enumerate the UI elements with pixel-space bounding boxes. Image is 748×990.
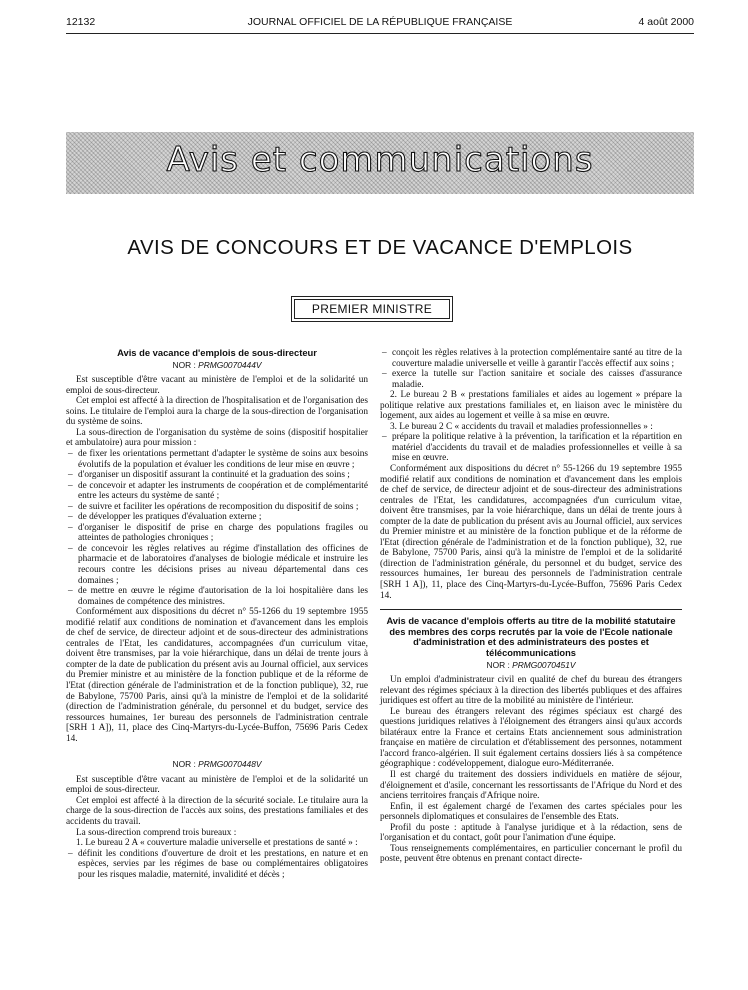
paragraph: Tous renseignements complémentaires, en particulier concernant le profil du poste, peuvent être obtenus en prenant contact directe- xyxy=(380,843,682,865)
paragraph: 1. Le bureau 2 A « couverture maladie universelle et prestations de santé » : xyxy=(76,838,358,849)
ministry-label: PREMIER MINISTRE xyxy=(311,302,433,316)
nor-reference: NOR : PRMG0070444V xyxy=(172,359,262,370)
paragraph: La sous-direction de l'organisation du système de soins (dispositif hospitalier et ambulatoire) aura pour mission : xyxy=(66,427,368,449)
list-item: – de concevoir les règles relatives au régime d'installation des officines de pharmacie et de laboratoires d'analyses de biologie médicale et instruire les recours contre les décisions prises au niveau départemental dans ces domaines ; xyxy=(66,544,368,586)
bureau-list xyxy=(380,432,682,464)
nor-reference: NOR : PRMG0070451V xyxy=(486,659,576,670)
section-rule xyxy=(380,609,682,610)
paragraph: Enfin, il est également chargé de l'examen des cartes spéciales pour les personnels diplomatiques et consulaires de l'ensemble des Etats. xyxy=(380,801,682,823)
paragraph: Conformément aux dispositions du décret n° 55-1266 du 19 septembre 1955 modifié relatif aux conditions de nomination et d'avancement dans les emplois de chef de service, de directeur adjoint et de sous-directeur des administrations centrales de l'Etat, les candidatures, accompagnées d'un curriculum vitae, doivent être transmises, par la voie hiérarchique, dans un délai de trente jours à compter de la date de publication du présent avis au Journal officiel, aux services du Premier ministre et au ministère de la fonction publique et de la réforme de l'Etat (direction générale de l'administration et de la fonction publique), 32, rue de Babylone, 75700 Paris, ainsi qu'à la ministre de l'emploi et de la solidarité (direction de l'administration générale, du personnel et du budget, service des ressources humaines, 1er bureau des personnels de l'administration centrale [SRH 1 A]), 11, place des Cinq-Martyrs-du-Lycée-Buffon, 75696 Paris Cedex 14. xyxy=(66,607,368,744)
banner-title: Avis et communications xyxy=(166,140,594,180)
header-rule xyxy=(66,33,694,34)
list-item: – d'organiser le dispositif de prise en charge des populations fragiles ou atteintes de pathologies chroniques ; xyxy=(66,523,368,544)
list-item: – prépare la politique relative à la prévention, la tarification et la répartition en matériel d'accidents du travail et de maladies professionnelles et veille à sa mise en œuvre. xyxy=(380,432,682,464)
page-header xyxy=(66,16,694,30)
list-item: – de concevoir et adapter les instruments de coopération et de complémentarité entre les acteurs du système de santé ; xyxy=(66,481,368,502)
publication-date: 4 août 2000 xyxy=(638,16,694,28)
page-number: 12132 xyxy=(66,16,96,28)
nor-reference: NOR : PRMG0070448V xyxy=(172,759,262,770)
paragraph: Cet emploi est affecté à la direction de l'hospitalisation et de l'organisation des soins. Le titulaire de l'emploi aura la charge de la sous-direction de l'organisation du système de soins. xyxy=(66,396,368,428)
paragraph: Est susceptible d'être vacant au ministère de l'emploi et de la solidarité un emploi de sous-directeur. xyxy=(66,375,368,396)
paragraph: Un emploi d'administrateur civil en qualité de chef du bureau des étrangers relevant des régimes spéciaux à la direction des libertés publiques et des affaires juridiques est offert au titre de la mobilité au ministère de l'intérieur. xyxy=(380,675,682,707)
section-title: AVIS DE CONCOURS ET DE VACANCE D'EMPLOIS xyxy=(127,236,633,259)
ministry-box xyxy=(291,296,453,322)
section-banner xyxy=(66,132,694,194)
right-column xyxy=(380,348,682,865)
paragraph: Il est chargé du traitement des dossiers individuels en matière de séjour, d'éloignement et d'asile, concernant les ressortissants de l'Afrique du Nord et des anciens territoires français d'Afrique noire. xyxy=(380,769,682,802)
list-item: – définit les conditions d'ouverture de droit et les prestations, en nature et en espèces, servies par les régimes de base ou complémentaires obligatoires pour les risques maladie, maternité, invalidité et décès ; xyxy=(66,849,368,881)
list-item: – de suivre et faciliter les opérations de recomposition du dispositif de soins ; xyxy=(66,502,368,513)
list-item: – de fixer les orientations permettant d'adapter le système de soins aux besoins évolutifs de la population et évaluer les conditions de leur mise en œuvre ; xyxy=(66,449,368,470)
paragraph: La sous-direction comprend trois bureaux : xyxy=(76,827,237,838)
paragraph: 2. Le bureau 2 B « prestations familiales et aides au logement » prépare la politique relative aux prestations familiales et, en liaison avec le ministère du logement, aux aides au logement et veille à sa mise en œuvre. xyxy=(380,390,682,422)
mission-list xyxy=(66,449,368,607)
notice-title: Avis de vacance d'emplois de sous-directeur xyxy=(117,347,317,358)
paragraph: Profil du poste : aptitude à l'analyse juridique et à la rédaction, sens de l'organisation et du contact, goût pour l'animation d'une équipe. xyxy=(380,822,682,844)
paragraph: Cet emploi est affecté à la direction de la sécurité sociale. Le titulaire aura la charge de la sous-direction de l'accès aux soins, des prestations familiales et des accidents du travail. xyxy=(66,795,368,828)
notice-title: Avis de vacance d'emplois offerts au titre de la mobilité statutaire des membres des corps recrutés par la voie de l'Ecole nationale d'administration et des administrateurs des postes et télécommunications xyxy=(386,616,676,658)
paragraph: Conformément aux dispositions du décret n° 55-1266 du 19 septembre 1955 modifié relatif aux conditions de nomination et d'avancement dans les emplois de chef de service, de directeur adjoint et de sous-directeur des administrations centrales de l'Etat, les candidatures, accompagnées d'un curriculum vitae, doivent être transmises, par la voie hiérarchique, dans un délai de trente jours à compter de la date de publication du présent avis au Journal officiel, aux services du Premier ministre et au ministère de la fonction publique et de la réforme de l'Etat (direction générale de l'administration et de la fonction publique), 32, rue de Babylone, 75700 Paris, ainsi qu'à la ministre de l'emploi et de la solidarité (direction de l'administration générale, du personnel et du budget, service des ressources humaines, 1er bureau des personnels de l'administration centrale [SRH 1 A]), 11, place des Cinq-Martyrs-du-Lycée-Buffon, 75696 Paris Cedex 14. xyxy=(380,464,682,601)
bureau-list xyxy=(380,348,682,390)
list-item: – d'organiser un dispositif assurant la continuité et la graduation des soins ; xyxy=(66,470,368,481)
list-item: – de mettre en œuvre le régime d'autorisation de la loi hospitalière dans les domaines de compétence des ministres. xyxy=(66,586,368,607)
list-item: – exerce la tutelle sur l'action sanitaire et sociale des caisses d'assurance maladie. xyxy=(380,369,682,390)
bureau-list xyxy=(66,849,368,881)
list-item: – conçoit les règles relatives à la protection complémentaire santé au titre de la couverture maladie universelle et veille à garantir l'accès effectif aux soins ; xyxy=(380,348,682,369)
paragraph: Est susceptible d'être vacant au ministère de l'emploi et de la solidarité un emploi de sous-directeur. xyxy=(66,774,368,796)
list-item: – de développer les pratiques d'évaluation externe ; xyxy=(66,512,368,523)
paragraph: 3. Le bureau 2 C « accidents du travail et maladies professionnelles » : xyxy=(390,421,653,432)
left-column xyxy=(66,348,368,880)
paragraph: Le bureau des étrangers relevant des régimes spéciaux est chargé des questions juridiques relatives à l'éloignement des étrangers ainsi qu'aux accords bilatéraux entre la France et certains Etats anciennement sous administration française en matière de circulation et d'établissement des personnes, notamment l'accord franco-algérien. Il suit également certains dossiers liés à sa compétence géographique : codéveloppement, dialogue euro-Méditerranée. xyxy=(380,706,682,770)
journal-title: JOURNAL OFFICIEL DE LA RÉPUBLIQUE FRANÇAISE xyxy=(247,16,513,28)
